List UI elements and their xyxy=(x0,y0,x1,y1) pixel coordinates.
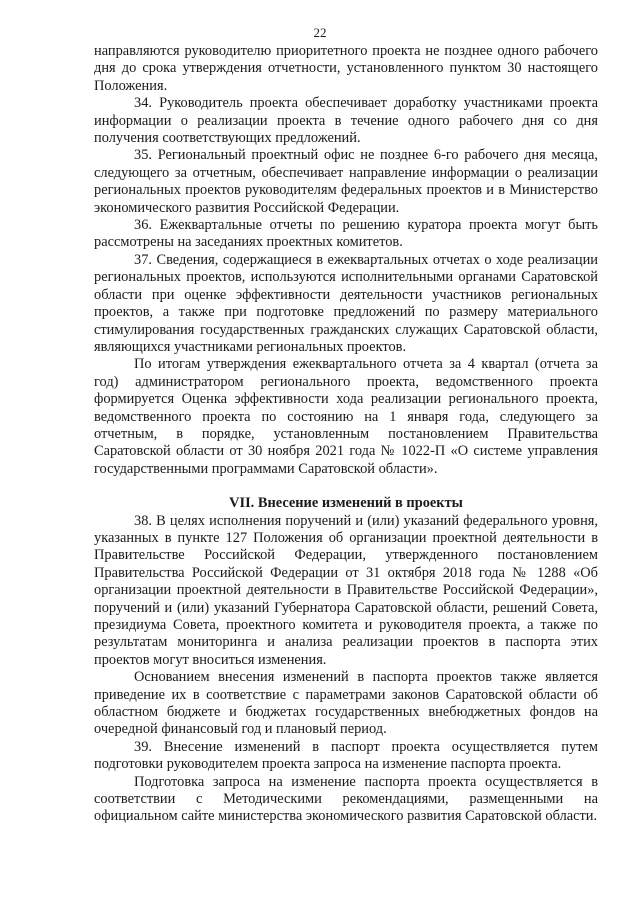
paragraph-37: 37. Сведения, содержащиеся в ежеквартальных отчетах о ходе реализации региональных проектов, используются исполнительными органами Саратовской области при оценке эффективности деятельности участников региональных проектов, а также при подготовке предложений по размеру материального стимулирования государственных гражданских служащих Саратовской области, являющихся участниками региональных проектов. xyxy=(94,251,598,355)
paragraph-grounds-for-changes: Основанием внесения изменений в паспорта проектов также является приведение их в соответствие с параметрами законов Саратовской области об областном бюджете и бюджетах государственных внебюджетных фондов на очередной финансовый год и плановый период. xyxy=(94,669,598,738)
paragraph-continuation: направляются руководителю приоритетного проекта не позднее одного рабочего дня до срока утверждения отчетности, установленного пунктом 30 настоящего Положения. xyxy=(94,43,598,94)
page-number: 22 xyxy=(313,25,327,40)
paragraph-quarterly-evaluation: По итогам утверждения ежеквартального отчета за 4 квартал (отчета за год) администратором регионального проекта, ведомственного проекта формируется Оценка эффективности хода реализации регионального проекта, ведомственного проекта по состоянию на 1 января года, следующего за отчетным, в порядке, установленным постановлением Правительства Саратовской области от 30 ноября 2021 года № 1022-П «О системе управления государственными программами Саратовской области». xyxy=(94,356,598,477)
paragraph-35: 35. Региональный проектный офис не позднее 6-го рабочего дня месяца, следующего за отчетным, обеспечивает направление информации о реализации региональных проектов руководителям федеральных проектов и в Министерство экономического развития Российской Федерации. xyxy=(94,147,598,216)
document-body xyxy=(94,43,598,826)
paragraph-request-preparation: Подготовка запроса на изменение паспорта проекта осуществляется в соответствии с Методическими рекомендациями, размещенными на официальном сайте министерства экономического развития Саратовской области. xyxy=(94,773,598,825)
paragraph-38: 38. В целях исполнения поручений и (или) указаний федерального уровня, указанных в пункте 127 Положения об организации проектной деятельности в Правительстве Российской Федерации, утвержденного постановлением Правительства Российской Федерации от 31 октября 2018 года № 1288 «Об организации проектной деятельности в Правительстве Российской Федерации», поручений и (или) указаний Губернатора Саратовской области, решений Совета, президиума Совета, проектного комитета и руководителя проекта, а также по результатам мониторинга и анализа реализации проектов в паспорта этих проектов могут вноситься изменения. xyxy=(94,512,598,668)
paragraph-36: 36. Ежеквартальные отчеты по решению куратора проекта могут быть рассмотрены на заседаниях проектных комитетов. xyxy=(94,217,598,251)
paragraph-39: 39. Внесение изменений в паспорт проекта осуществляется путем подготовки руководителем проекта запроса на изменение паспорта проекта. xyxy=(94,738,598,773)
paragraph-34: 34. Руководитель проекта обеспечивает доработку участниками проекта информации о реализации проекта в течение одного рабочего дня со дня получения соответствующих предложений. xyxy=(94,95,598,147)
section-heading: VII. Внесение изменений в проекты xyxy=(229,495,463,512)
